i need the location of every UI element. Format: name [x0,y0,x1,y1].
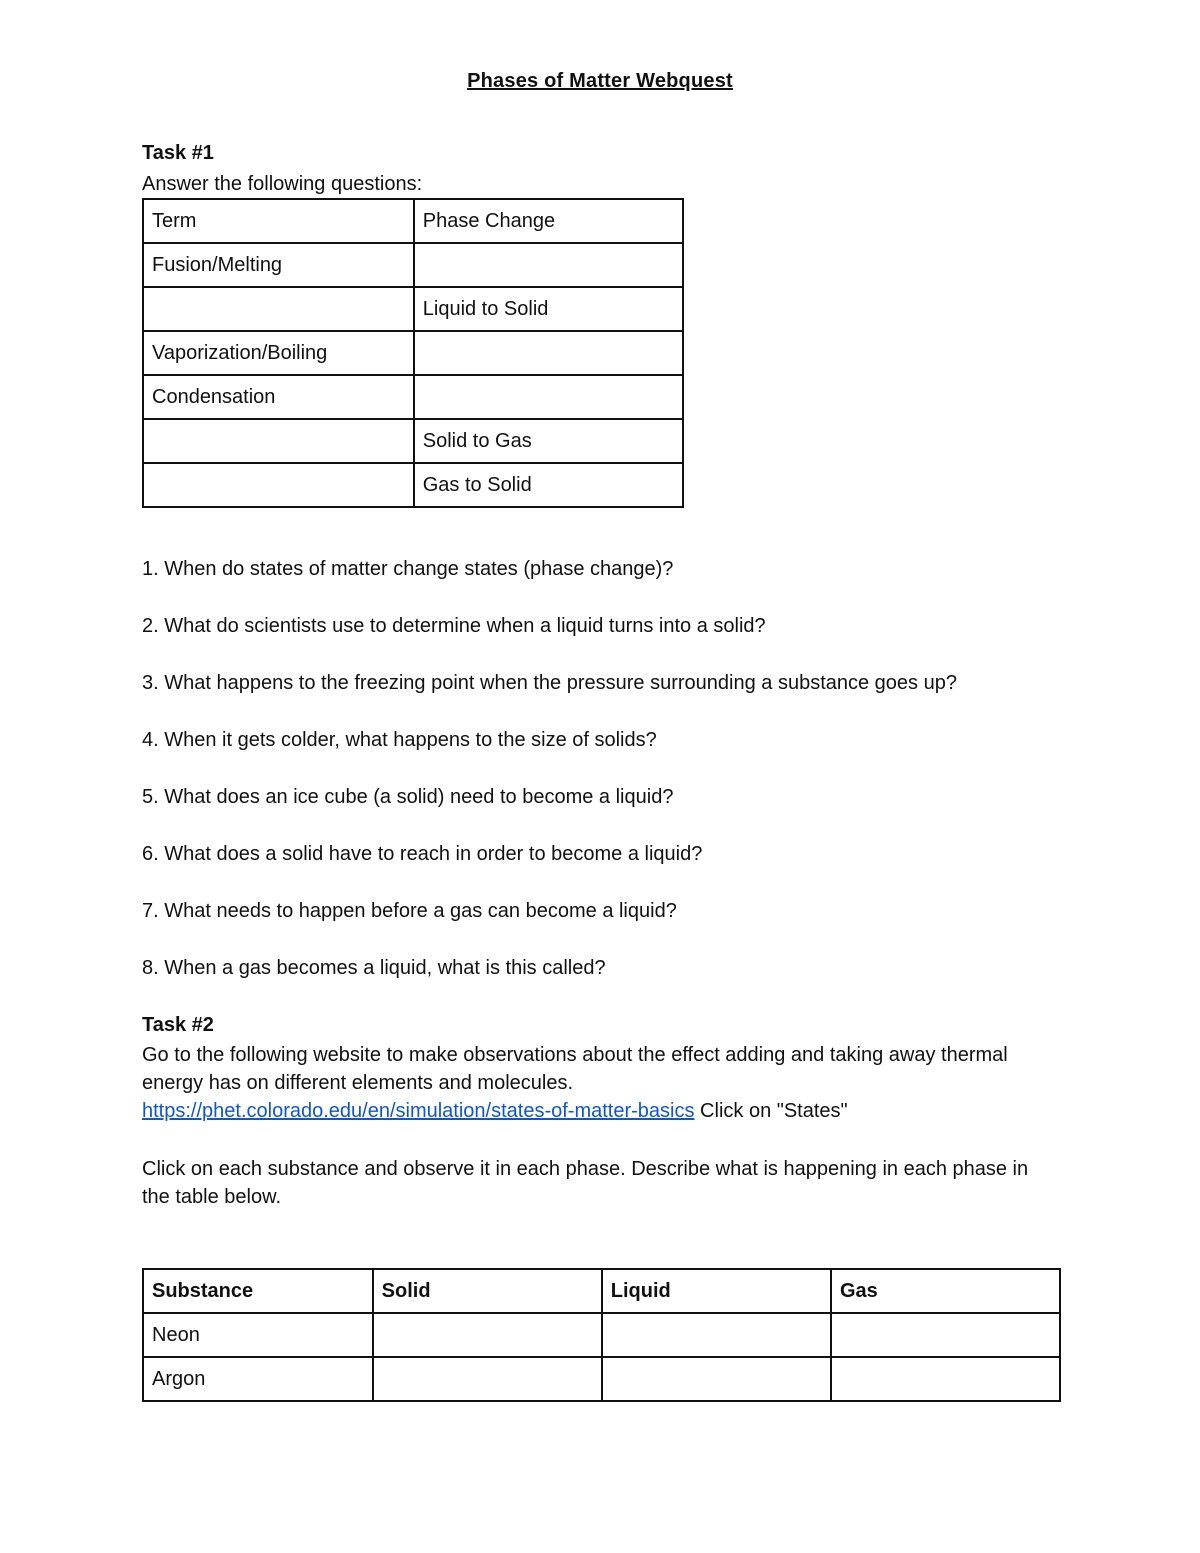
table-cell[interactable]: Fusion/Melting [143,243,414,287]
table-header-row [143,199,683,243]
question-5: 5. What does an ice cube (a solid) need to become a liquid? [142,786,674,808]
table-cell[interactable]: Solid to Gas [414,419,683,463]
substance-observation-table [142,1268,1061,1402]
table-cell[interactable] [831,1357,1060,1401]
page-title: Phases of Matter Webquest [467,70,733,92]
table-cell[interactable]: Condensation [143,375,414,419]
table-row [143,331,683,375]
table-cell[interactable] [143,287,414,331]
table-cell[interactable] [143,419,414,463]
table-cell: Neon [143,1313,373,1357]
table-cell[interactable]: Vaporization/Boiling [143,331,414,375]
table-cell: Phase Change [414,199,683,243]
table-cell[interactable] [414,331,683,375]
question-1: 1. When do states of matter change states (phase change)? [142,558,674,580]
table-row [143,1313,1060,1357]
link-suffix: Click on "States" [694,1100,848,1122]
phase-change-table [142,198,684,508]
table-row [143,243,683,287]
table-cell[interactable] [831,1313,1060,1357]
table-cell: Substance [143,1269,373,1313]
table-cell[interactable] [373,1313,602,1357]
question-2: 2. What do scientists use to determine when a liquid turns into a solid? [142,615,766,637]
table-cell: Term [143,199,414,243]
table-row [143,375,683,419]
table-row [143,287,683,331]
table-cell[interactable] [414,375,683,419]
table-cell: Argon [143,1357,373,1401]
table-cell: Gas [831,1269,1060,1313]
question-8: 8. When a gas becomes a liquid, what is this called? [142,957,606,979]
table-row [143,419,683,463]
table-cell: Liquid [602,1269,831,1313]
simulation-link[interactable]: https://phet.colorado.edu/en/simulation/states-of-matter-basics [142,1100,695,1122]
question-4: 4. When it gets colder, what happens to the size of solids? [142,729,657,751]
task2-instruction: Click on each substance and observe it in each phase. Describe what is happening in each phase in the table below. [142,1158,1029,1208]
table-cell[interactable]: Liquid to Solid [414,287,683,331]
question-3: 3. What happens to the freezing point when the pressure surrounding a substance goes up? [142,672,957,694]
task2-intro: Go to the following website to make observations about the effect adding and taking away thermal energy has on different elements and molecules. [142,1044,1008,1094]
question-7: 7. What needs to happen before a gas can become a liquid? [142,900,677,922]
task2-link-line [142,1097,1042,1125]
task1-heading: Task #1 [142,142,214,164]
table-header-row [143,1269,1060,1313]
question-6: 6. What does a solid have to reach in order to become a liquid? [142,843,703,865]
table-cell[interactable] [602,1357,831,1401]
table-cell[interactable]: Gas to Solid [414,463,683,507]
task2-heading: Task #2 [142,1014,214,1036]
table-cell[interactable] [414,243,683,287]
table-cell[interactable] [373,1357,602,1401]
table-cell[interactable] [602,1313,831,1357]
table-row [143,463,683,507]
table-row [143,1357,1060,1401]
task1-instruction: Answer the following questions: [142,173,423,195]
table-cell[interactable] [143,463,414,507]
table-cell: Solid [373,1269,602,1313]
